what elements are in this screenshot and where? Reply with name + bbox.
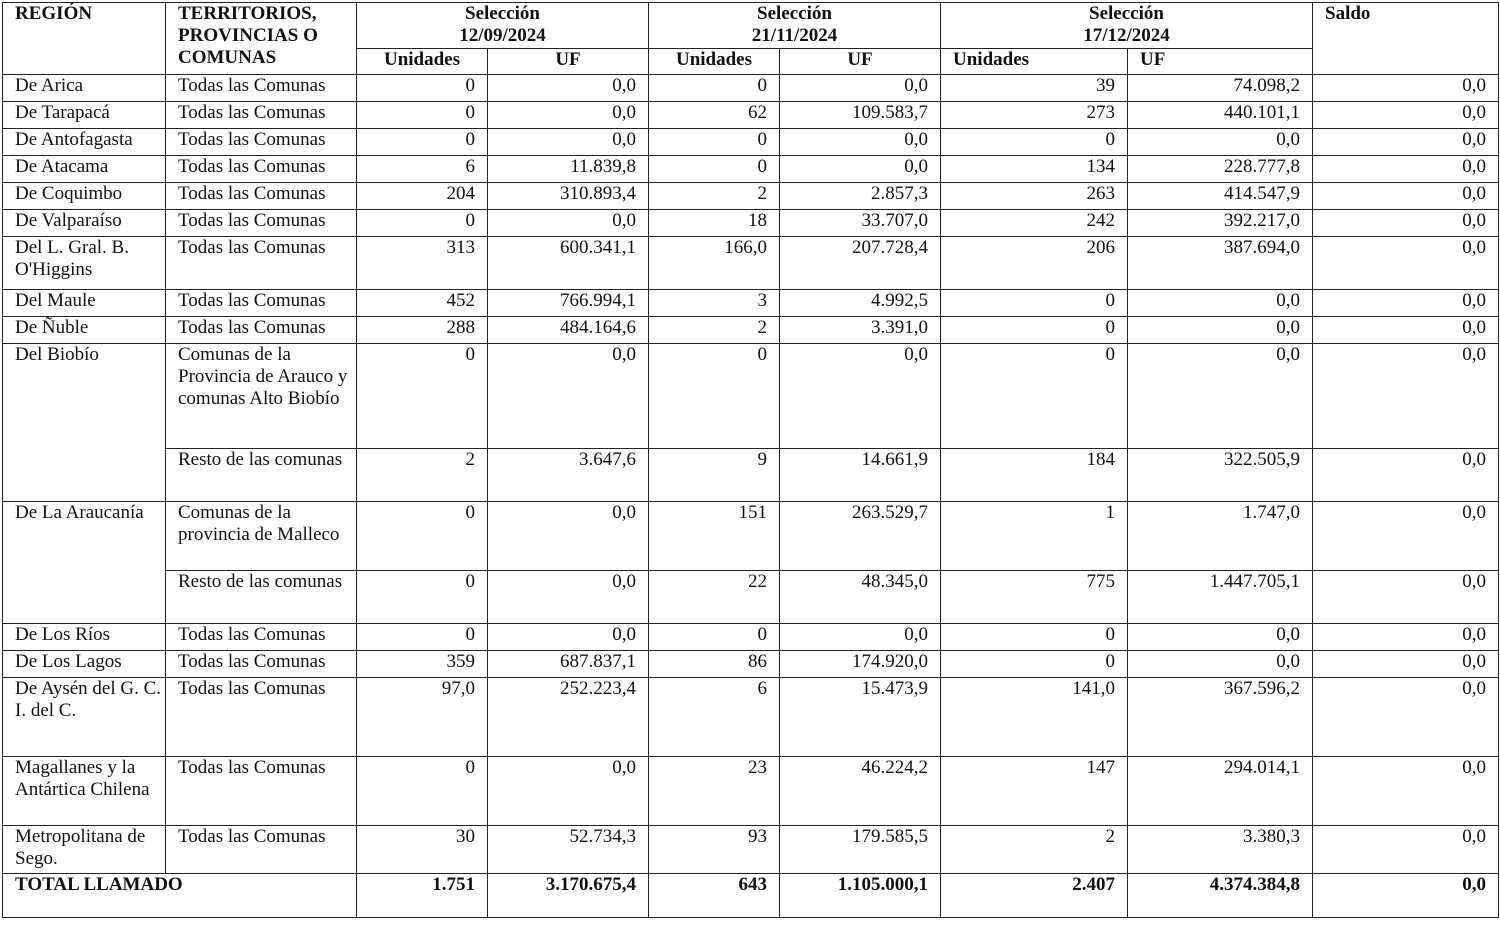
uf-3-cell: 0,0 bbox=[1128, 624, 1313, 651]
uf-1-cell: 0,0 bbox=[488, 210, 649, 237]
units-3-header: Unidades bbox=[941, 49, 1128, 75]
saldo-cell: 0,0 bbox=[1313, 237, 1499, 290]
uf-2-cell: 3.391,0 bbox=[780, 317, 941, 344]
territory-cell: Todas las Comunas bbox=[166, 757, 357, 826]
uf-2-cell: 179.585,5 bbox=[780, 826, 941, 874]
uf-2-cell: 109.583,7 bbox=[780, 102, 941, 129]
units-1-cell: 359 bbox=[357, 651, 488, 678]
saldo-cell: 0,0 bbox=[1313, 183, 1499, 210]
units-1-cell: 0 bbox=[357, 624, 488, 651]
territory-cell: Comunas de la Provincia de Arauco y comunas Alto Biobío bbox=[166, 344, 357, 449]
uf-2-cell: 2.857,3 bbox=[780, 183, 941, 210]
territory-cell: Resto de las comunas bbox=[166, 571, 357, 624]
saldo-cell: 0,0 bbox=[1313, 290, 1499, 317]
units-2-cell: 62 bbox=[649, 102, 780, 129]
units-2-cell: 2 bbox=[649, 183, 780, 210]
selection-2-header bbox=[649, 3, 941, 49]
units-2-cell: 0 bbox=[649, 156, 780, 183]
total-units-1: 1.751 bbox=[357, 874, 488, 918]
uf-1-cell: 310.893,4 bbox=[488, 183, 649, 210]
units-1-cell: 0 bbox=[357, 102, 488, 129]
units-3-cell: 141,0 bbox=[941, 678, 1128, 757]
uf-2-cell: 0,0 bbox=[780, 344, 941, 449]
units-3-cell: 134 bbox=[941, 156, 1128, 183]
units-1-cell: 288 bbox=[357, 317, 488, 344]
region-header: REGIÓN bbox=[3, 3, 166, 75]
saldo-cell: 0,0 bbox=[1313, 156, 1499, 183]
saldo-cell: 0,0 bbox=[1313, 75, 1499, 102]
uf-3-cell: 322.505,9 bbox=[1128, 449, 1313, 502]
uf-3-cell: 414.547,9 bbox=[1128, 183, 1313, 210]
uf-1-cell: 0,0 bbox=[488, 344, 649, 449]
units-3-cell: 0 bbox=[941, 624, 1128, 651]
units-3-cell: 0 bbox=[941, 317, 1128, 344]
units-2-header: Unidades bbox=[649, 49, 780, 75]
saldo-cell: 0,0 bbox=[1313, 651, 1499, 678]
territory-header: TERRITORIOS, PROVINCIAS O COMUNAS bbox=[166, 3, 357, 75]
uf-2-cell: 15.473,9 bbox=[780, 678, 941, 757]
uf-3-cell: 294.014,1 bbox=[1128, 757, 1313, 826]
uf-1-cell: 252.223,4 bbox=[488, 678, 649, 757]
uf-1-cell: 11.839,8 bbox=[488, 156, 649, 183]
uf-1-cell: 484.164,6 bbox=[488, 317, 649, 344]
units-1-cell: 204 bbox=[357, 183, 488, 210]
table-row bbox=[3, 129, 1499, 156]
units-3-cell: 263 bbox=[941, 183, 1128, 210]
units-1-cell: 0 bbox=[357, 502, 488, 571]
uf-1-cell: 0,0 bbox=[488, 102, 649, 129]
table-row bbox=[3, 757, 1499, 826]
units-1-cell: 452 bbox=[357, 290, 488, 317]
table-header bbox=[3, 3, 1499, 75]
territory-cell: Todas las Comunas bbox=[166, 678, 357, 757]
uf-2-cell: 174.920,0 bbox=[780, 651, 941, 678]
units-3-cell: 147 bbox=[941, 757, 1128, 826]
units-1-cell: 0 bbox=[357, 129, 488, 156]
territory-cell: Todas las Comunas bbox=[166, 183, 357, 210]
region-cell: De Coquimbo bbox=[3, 183, 166, 210]
uf-2-cell: 263.529,7 bbox=[780, 502, 941, 571]
total-row bbox=[3, 874, 1499, 918]
table-row bbox=[3, 651, 1499, 678]
uf-3-header: UF bbox=[1128, 49, 1313, 75]
selection-table bbox=[2, 2, 1499, 918]
territory-cell: Todas las Comunas bbox=[166, 317, 357, 344]
uf-2-cell: 0,0 bbox=[780, 156, 941, 183]
uf-3-cell: 74.098,2 bbox=[1128, 75, 1313, 102]
units-1-cell: 0 bbox=[357, 344, 488, 449]
region-cell: De Los Lagos bbox=[3, 651, 166, 678]
units-2-cell: 166,0 bbox=[649, 237, 780, 290]
region-cell: Del Biobío bbox=[3, 344, 166, 502]
saldo-header: Saldo bbox=[1313, 3, 1499, 75]
units-1-cell: 0 bbox=[357, 210, 488, 237]
region-cell: Magallanes y la Antártica Chilena bbox=[3, 757, 166, 826]
region-cell: De Tarapacá bbox=[3, 102, 166, 129]
selection-2-label: Selección 21/11/2024 bbox=[751, 3, 838, 46]
units-1-cell: 0 bbox=[357, 75, 488, 102]
saldo-cell: 0,0 bbox=[1313, 129, 1499, 156]
uf-3-cell: 0,0 bbox=[1128, 344, 1313, 449]
territory-cell: Todas las Comunas bbox=[166, 826, 357, 874]
table-row bbox=[3, 183, 1499, 210]
region-cell: De Aysén del G. C. I. del C. bbox=[3, 678, 166, 757]
units-3-cell: 206 bbox=[941, 237, 1128, 290]
region-cell: De Los Ríos bbox=[3, 624, 166, 651]
total-saldo: 0,0 bbox=[1313, 874, 1499, 918]
units-3-cell: 39 bbox=[941, 75, 1128, 102]
uf-2-cell: 4.992,5 bbox=[780, 290, 941, 317]
uf-3-cell: 228.777,8 bbox=[1128, 156, 1313, 183]
uf-1-cell: 52.734,3 bbox=[488, 826, 649, 874]
region-cell: Del L. Gral. B. O'Higgins bbox=[3, 237, 166, 290]
selection-1-label: Selección 12/09/2024 bbox=[459, 3, 546, 46]
uf-3-cell: 0,0 bbox=[1128, 129, 1313, 156]
units-2-cell: 2 bbox=[649, 317, 780, 344]
units-1-header: Unidades bbox=[357, 49, 488, 75]
units-3-cell: 0 bbox=[941, 290, 1128, 317]
territory-cell: Todas las Comunas bbox=[166, 129, 357, 156]
total-uf-2: 1.105.000,1 bbox=[780, 874, 941, 918]
uf-2-cell: 207.728,4 bbox=[780, 237, 941, 290]
region-cell: De Arica bbox=[3, 75, 166, 102]
units-3-cell: 0 bbox=[941, 651, 1128, 678]
units-1-cell: 6 bbox=[357, 156, 488, 183]
uf-3-cell: 1.447.705,1 bbox=[1128, 571, 1313, 624]
units-2-cell: 0 bbox=[649, 129, 780, 156]
territory-cell: Todas las Comunas bbox=[166, 102, 357, 129]
saldo-cell: 0,0 bbox=[1313, 571, 1499, 624]
table-body bbox=[3, 75, 1499, 918]
units-1-cell: 0 bbox=[357, 571, 488, 624]
total-uf-3: 4.374.384,8 bbox=[1128, 874, 1313, 918]
uf-1-cell: 687.837,1 bbox=[488, 651, 649, 678]
table-row bbox=[3, 156, 1499, 183]
uf-1-cell: 0,0 bbox=[488, 75, 649, 102]
selection-1-header bbox=[357, 3, 649, 49]
units-2-cell: 22 bbox=[649, 571, 780, 624]
units-2-cell: 0 bbox=[649, 624, 780, 651]
table-row bbox=[3, 210, 1499, 237]
territory-cell: Todas las Comunas bbox=[166, 624, 357, 651]
selection-3-header bbox=[941, 3, 1313, 49]
region-cell: Metropolitana de Sego. bbox=[3, 826, 166, 874]
uf-1-cell: 0,0 bbox=[488, 757, 649, 826]
saldo-cell: 0,0 bbox=[1313, 826, 1499, 874]
units-2-cell: 151 bbox=[649, 502, 780, 571]
uf-3-cell: 367.596,2 bbox=[1128, 678, 1313, 757]
saldo-cell: 0,0 bbox=[1313, 757, 1499, 826]
territory-cell: Todas las Comunas bbox=[166, 75, 357, 102]
uf-2-cell: 0,0 bbox=[780, 129, 941, 156]
uf-2-cell: 48.345,0 bbox=[780, 571, 941, 624]
region-cell: De Ñuble bbox=[3, 317, 166, 344]
units-2-cell: 23 bbox=[649, 757, 780, 826]
region-cell: De Valparaíso bbox=[3, 210, 166, 237]
territory-cell: Todas las Comunas bbox=[166, 156, 357, 183]
units-2-cell: 3 bbox=[649, 290, 780, 317]
uf-1-cell: 766.994,1 bbox=[488, 290, 649, 317]
total-label: TOTAL LLAMADO bbox=[3, 874, 357, 918]
table-row bbox=[3, 502, 1499, 571]
table-row bbox=[3, 624, 1499, 651]
territory-cell: Resto de las comunas bbox=[166, 449, 357, 502]
units-2-cell: 6 bbox=[649, 678, 780, 757]
units-3-cell: 0 bbox=[941, 129, 1128, 156]
units-2-cell: 86 bbox=[649, 651, 780, 678]
territory-cell: Todas las Comunas bbox=[166, 651, 357, 678]
uf-2-cell: 0,0 bbox=[780, 75, 941, 102]
uf-3-cell: 0,0 bbox=[1128, 651, 1313, 678]
saldo-cell: 0,0 bbox=[1313, 624, 1499, 651]
units-3-cell: 0 bbox=[941, 344, 1128, 449]
uf-1-cell: 3.647,6 bbox=[488, 449, 649, 502]
uf-2-cell: 46.224,2 bbox=[780, 757, 941, 826]
table-row bbox=[3, 75, 1499, 102]
table-row bbox=[3, 102, 1499, 129]
table-row bbox=[3, 290, 1499, 317]
saldo-cell: 0,0 bbox=[1313, 102, 1499, 129]
uf-1-cell: 0,0 bbox=[488, 502, 649, 571]
table-row bbox=[3, 317, 1499, 344]
uf-2-cell: 33.707,0 bbox=[780, 210, 941, 237]
territory-cell: Comunas de la provincia de Malleco bbox=[166, 502, 357, 571]
territory-cell: Todas las Comunas bbox=[166, 290, 357, 317]
uf-2-cell: 0,0 bbox=[780, 624, 941, 651]
total-units-2: 643 bbox=[649, 874, 780, 918]
territory-cell: Todas las Comunas bbox=[166, 237, 357, 290]
uf-1-header: UF bbox=[488, 49, 649, 75]
units-3-cell: 775 bbox=[941, 571, 1128, 624]
table-row bbox=[3, 344, 1499, 449]
saldo-cell: 0,0 bbox=[1313, 502, 1499, 571]
table-row bbox=[3, 826, 1499, 874]
uf-3-cell: 1.747,0 bbox=[1128, 502, 1313, 571]
units-1-cell: 0 bbox=[357, 757, 488, 826]
units-2-cell: 9 bbox=[649, 449, 780, 502]
saldo-cell: 0,0 bbox=[1313, 344, 1499, 449]
units-2-cell: 93 bbox=[649, 826, 780, 874]
uf-1-cell: 0,0 bbox=[488, 571, 649, 624]
selection-3-label: Selección 17/12/2024 bbox=[1083, 3, 1170, 46]
territory-cell: Todas las Comunas bbox=[166, 210, 357, 237]
saldo-cell: 0,0 bbox=[1313, 678, 1499, 757]
table-row bbox=[3, 449, 1499, 502]
uf-1-cell: 0,0 bbox=[488, 624, 649, 651]
uf-3-cell: 392.217,0 bbox=[1128, 210, 1313, 237]
units-2-cell: 18 bbox=[649, 210, 780, 237]
uf-2-cell: 14.661,9 bbox=[780, 449, 941, 502]
units-1-cell: 313 bbox=[357, 237, 488, 290]
region-cell: De La Araucanía bbox=[3, 502, 166, 624]
saldo-cell: 0,0 bbox=[1313, 449, 1499, 502]
saldo-cell: 0,0 bbox=[1313, 317, 1499, 344]
units-1-cell: 2 bbox=[357, 449, 488, 502]
uf-3-cell: 0,0 bbox=[1128, 317, 1313, 344]
units-3-cell: 1 bbox=[941, 502, 1128, 571]
units-3-cell: 273 bbox=[941, 102, 1128, 129]
units-1-cell: 30 bbox=[357, 826, 488, 874]
total-units-3: 2.407 bbox=[941, 874, 1128, 918]
uf-3-cell: 0,0 bbox=[1128, 290, 1313, 317]
units-1-cell: 97,0 bbox=[357, 678, 488, 757]
table-row bbox=[3, 678, 1499, 757]
units-2-cell: 0 bbox=[649, 344, 780, 449]
region-cell: De Antofagasta bbox=[3, 129, 166, 156]
units-2-cell: 0 bbox=[649, 75, 780, 102]
region-cell: De Atacama bbox=[3, 156, 166, 183]
saldo-cell: 0,0 bbox=[1313, 210, 1499, 237]
uf-3-cell: 440.101,1 bbox=[1128, 102, 1313, 129]
total-uf-1: 3.170.675,4 bbox=[488, 874, 649, 918]
units-3-cell: 184 bbox=[941, 449, 1128, 502]
uf-1-cell: 0,0 bbox=[488, 129, 649, 156]
table-row bbox=[3, 571, 1499, 624]
uf-1-cell: 600.341,1 bbox=[488, 237, 649, 290]
table-row bbox=[3, 237, 1499, 290]
units-3-cell: 242 bbox=[941, 210, 1128, 237]
region-cell: Del Maule bbox=[3, 290, 166, 317]
uf-3-cell: 387.694,0 bbox=[1128, 237, 1313, 290]
uf-3-cell: 3.380,3 bbox=[1128, 826, 1313, 874]
uf-2-header: UF bbox=[780, 49, 941, 75]
units-3-cell: 2 bbox=[941, 826, 1128, 874]
